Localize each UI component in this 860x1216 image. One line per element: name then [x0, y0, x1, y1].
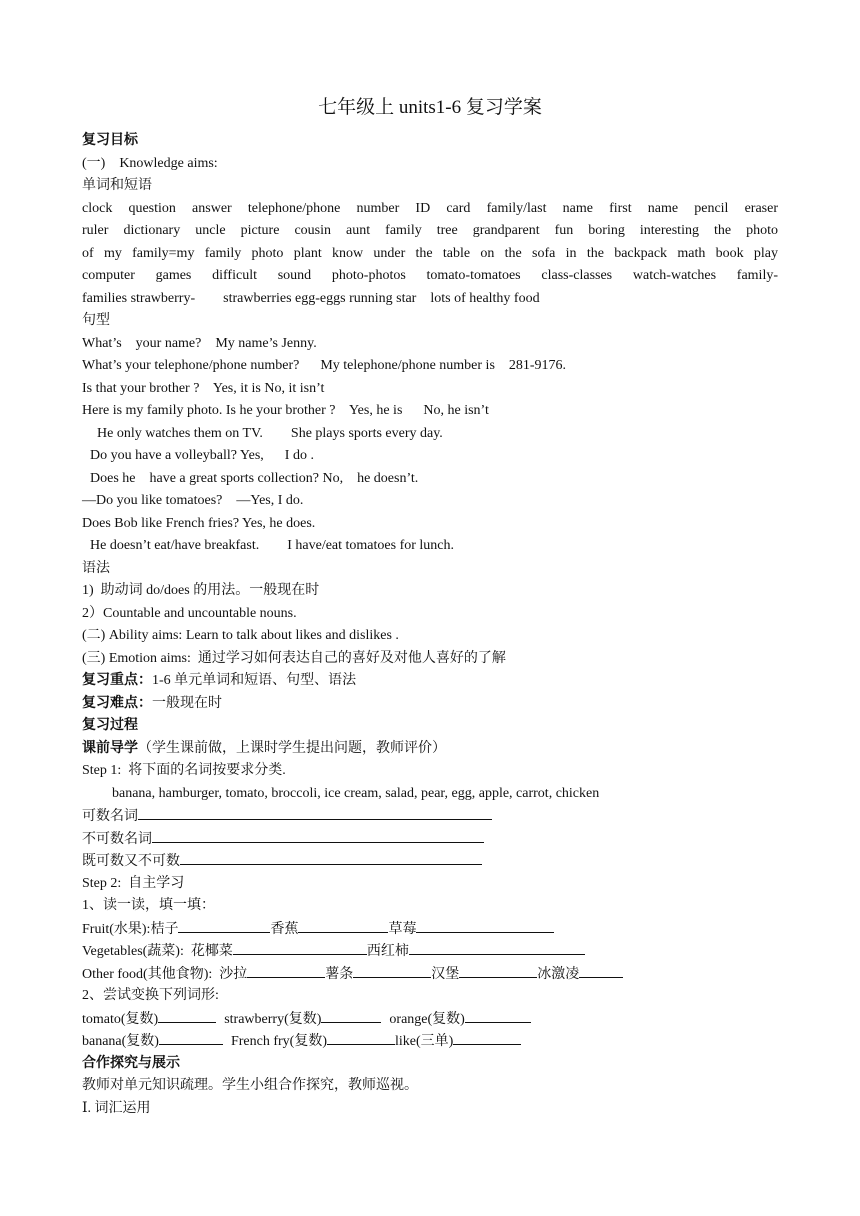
difficult-points-label: 复习难点：: [82, 695, 152, 711]
sentence-line: —Do you like tomatoes? —Yes, I do.: [82, 493, 304, 508]
banana-plural-label: banana(复数): [82, 1034, 159, 1049]
cooperation-text: 教师对单元知识疏理。学生小组合作探究，教师巡视。: [82, 1078, 418, 1093]
vocab-line: families strawberry- strawberries egg-eggs running star lots of healthy food: [82, 290, 540, 306]
words-heading: 单词和短语: [82, 178, 152, 193]
fries-blank[interactable]: [353, 963, 431, 978]
both-row: [82, 850, 778, 873]
countable-label: 可数名词: [82, 809, 138, 824]
sentence-line: He doesn’t eat/have breakfast. I have/eat tomatoes for lunch.: [90, 538, 454, 553]
orange-plural-label: orange(复数): [389, 1011, 465, 1027]
vocab-line: ruler dictionary uncle picture cousin aunt family tree grandparent fun boring interesting the photo: [82, 223, 778, 238]
plural-row-1: [82, 1008, 778, 1031]
vocab-line: of my family=my family photo plant know under the table on the sofa in the backpack math book play: [82, 245, 778, 261]
step-2: Step 2: 自主学习: [82, 875, 185, 891]
other-food-label: Other food(其他食物): 沙拉: [82, 966, 248, 982]
key-points: [82, 670, 778, 693]
vegetables-row: [82, 940, 778, 963]
countable-blank[interactable]: [138, 805, 492, 820]
read-fill: 1、读一读，填一填：: [82, 898, 215, 913]
fry-plural-blank[interactable]: [327, 1030, 395, 1045]
both-label: 既可数又不可数: [82, 854, 180, 869]
step-1: Step 1: 将下面的名词按要求分类.: [82, 763, 286, 778]
pre-class-guide: [82, 738, 778, 761]
salad-blank[interactable]: [247, 963, 325, 978]
banana-plural-blank[interactable]: [159, 1030, 223, 1045]
fries-label: 薯条: [325, 966, 354, 982]
banana-blank[interactable]: [298, 918, 388, 933]
process-heading: 复习过程: [82, 718, 138, 733]
other-food-row: [82, 963, 778, 986]
key-points-text: 1-6 单元单词和短语、句型、语法: [152, 673, 357, 688]
like-third-blank[interactable]: [453, 1030, 521, 1045]
fruit-label: Fruit(水果):桔子: [82, 921, 179, 937]
ability-aims: (二) Ability aims: Learn to talk about likes and dislikes .: [82, 628, 399, 643]
both-blank[interactable]: [180, 850, 482, 865]
sentence-line: Does Bob like French fries? Yes, he does.: [82, 515, 316, 531]
pre-class-text: （学生课前做，上课时学生提出问题，教师评价）: [138, 740, 446, 756]
vocab-use-heading: Ⅰ. 词汇运用: [82, 1100, 151, 1116]
ice-cream-blank[interactable]: [579, 963, 623, 978]
uncountable-row: [82, 828, 778, 851]
countable-row: [82, 805, 778, 828]
strawberry-label: 草莓: [388, 921, 417, 937]
sentences-heading: 句型: [82, 313, 110, 328]
tomato-plural-blank[interactable]: [158, 1008, 216, 1023]
plural-row-2: [82, 1030, 778, 1053]
sentence-line: Does he have a great sports collection? No, he doesn’t.: [90, 470, 419, 486]
grammar-line: 1) 助动词 do/does 的用法。一般现在时: [82, 583, 320, 598]
pre-class-label: 课前导学: [82, 740, 138, 756]
transform-heading: 2、尝试变换下列词形:: [82, 988, 219, 1003]
hamburger-label: 汉堡: [431, 966, 460, 982]
fry-plural-label: French fry(复数): [230, 1034, 327, 1049]
uncountable-blank[interactable]: [152, 828, 484, 843]
like-third-label: like(三单): [395, 1034, 454, 1049]
vocab-line: computer games difficult sound photo-photos tomato-tomatoes class-classes watch-watches family-: [82, 268, 778, 283]
strawberry-plural-blank[interactable]: [321, 1008, 381, 1023]
key-points-label: 复习重点：: [82, 673, 152, 688]
fruit-row: [82, 918, 778, 941]
sentence-line: Is that your brother ? Yes, it is No, it isn’t: [82, 380, 325, 396]
document-body: [82, 130, 778, 1120]
sentence-line: Here is my family photo. Is he your brother ? Yes, he is No, he isn’t: [82, 403, 489, 418]
sentence-line: Do you have a volleyball? Yes, I do .: [90, 448, 314, 463]
sentence-line: He only watches them on TV. She plays sports every day.: [97, 425, 443, 441]
orange-blank[interactable]: [178, 918, 270, 933]
tomato-blank[interactable]: [409, 940, 585, 955]
uncountable-label: 不可数名词: [82, 831, 152, 847]
vocab-line: clock question answer telephone/phone number ID card family/last name first name pencil eraser: [82, 200, 778, 216]
difficult-points-text: 一般现在时: [152, 695, 222, 711]
hamburger-blank[interactable]: [459, 963, 537, 978]
sentence-line: What’s your name? My name’s Jenny.: [82, 335, 317, 351]
step-1-words: banana, hamburger, tomato, broccoli, ice cream, salad, pear, egg, apple, carrot, chicken: [112, 785, 600, 801]
tomato-plural-label: tomato(复数): [82, 1011, 159, 1027]
knowledge-aims: (一) Knowledge aims:: [82, 155, 218, 171]
emotion-aims: (三) Emotion aims: 通过学习如何表达自己的喜好及对他人喜好的了解: [82, 650, 506, 666]
cooperation-heading: 合作探究与展示: [82, 1055, 180, 1071]
vegetables-label: Vegetables(蔬菜): 花椰菜: [82, 944, 233, 959]
difficult-points: [82, 693, 778, 716]
grammar-heading: 语法: [82, 560, 110, 576]
banana-label: 香蕉: [270, 921, 299, 937]
ice-cream-label: 冰激凌: [537, 966, 580, 982]
strawberry-plural-label: strawberry(复数): [224, 1011, 322, 1027]
goals-heading: 复习目标: [82, 133, 138, 148]
strawberry-blank[interactable]: [416, 918, 554, 933]
grammar-line: 2）Countable and uncountable nouns.: [82, 605, 297, 621]
orange-plural-blank[interactable]: [465, 1008, 531, 1023]
tomato-label: 西红柿: [366, 944, 409, 959]
page-title: 七年级上 units1-6 复习学案: [318, 97, 542, 118]
sentence-line: What’s your telephone/phone number? My telephone/phone number is 281-9176.: [82, 358, 567, 373]
broccoli-blank[interactable]: [233, 940, 367, 955]
